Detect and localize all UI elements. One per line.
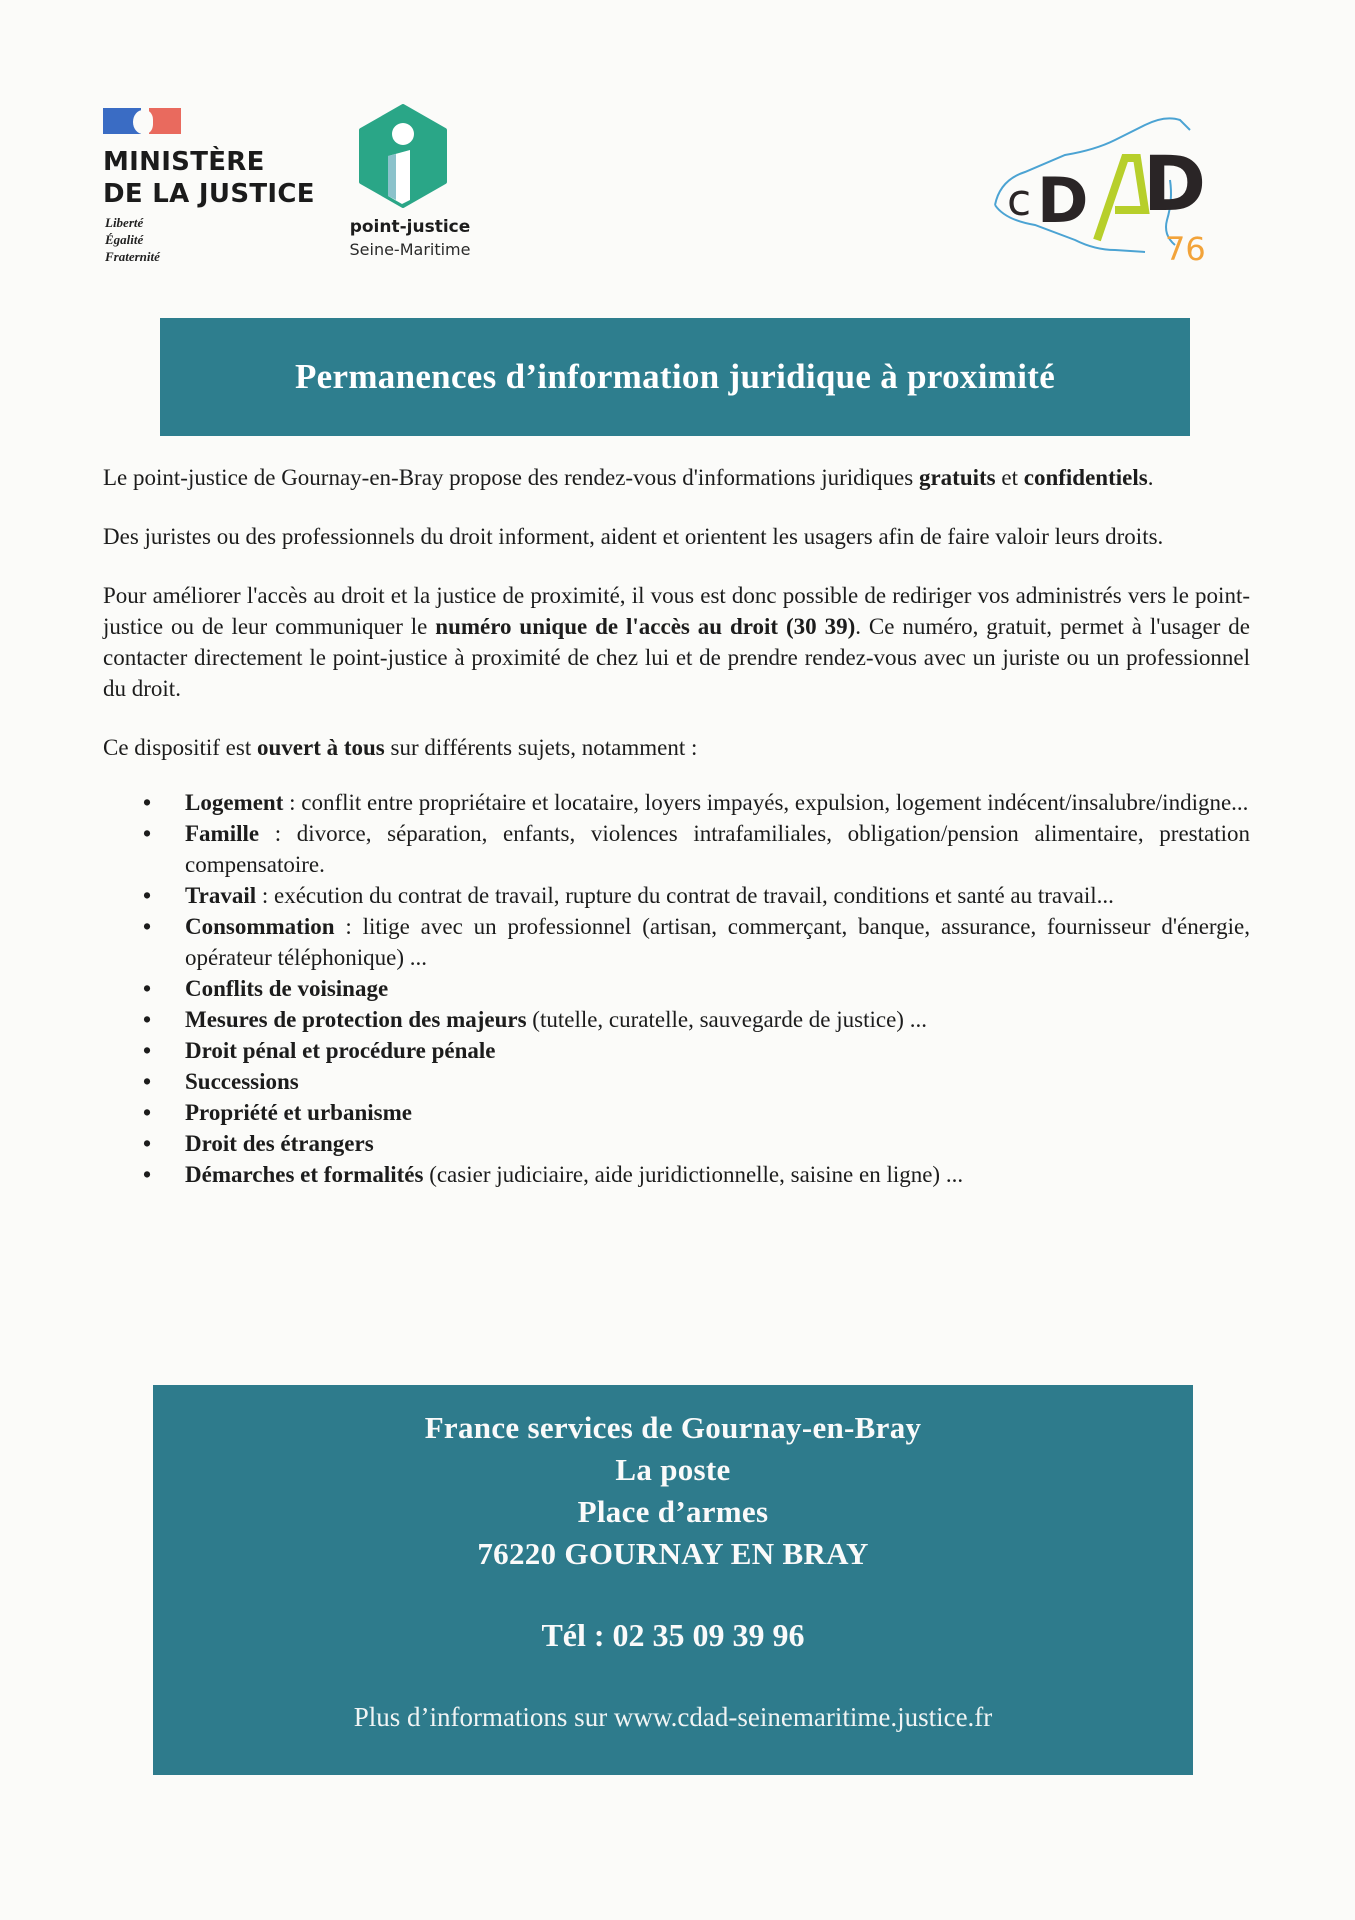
- more-info-link[interactable]: Plus d’informations sur www.cdad-seinemaritime.justice.fr: [353, 1702, 993, 1732]
- bullet-icon: •: [143, 1007, 152, 1032]
- bullet-icon: •: [143, 1069, 152, 1094]
- dispositif-text: Ce dispositif est: [103, 735, 257, 760]
- topic-item-protection-majeurs: [103, 1004, 1250, 1035]
- topic-detail: : divorce, séparation, enfants, violences intrafamiliales, obligation/pension alimentaire, prestation compensatoire.: [185, 821, 1250, 877]
- address-line-france-services: France services de Gournay-en-Bray: [424, 1410, 922, 1445]
- topic-title: Mesures de protection des majeurs: [185, 1007, 527, 1032]
- marianne-flag-icon: [103, 108, 181, 134]
- cdad-letter-d2: D: [1143, 139, 1207, 228]
- republic-motto: [105, 214, 160, 265]
- topic-item-logement: [103, 787, 1250, 818]
- acces-text: Pour améliorer l'accès au droit et la justice de proximité, il vous est donc possible de rediriger vos administrés vers le point-justice ou de leur communiquer le: [103, 583, 1250, 639]
- topic-title: Conflits de voisinage: [185, 976, 389, 1001]
- acces-text-end: . Ce numéro, gratuit, permet à l'usager de contacter directement le point-justice à proximité de chez lui et de prendre rendez-vous avec un juriste ou un professionnel du droit.: [103, 614, 1250, 701]
- topic-item-travail: [103, 880, 1250, 911]
- contact-box-content: [153, 1385, 1193, 1735]
- motto-liberte: Liberté: [105, 215, 144, 230]
- cdad-logo-graphic: [985, 110, 1235, 270]
- topic-item-propriete: [103, 1097, 1250, 1128]
- paragraph-juristes: Des juristes ou des professionnels du droit informent, aident et orientent les usagers afin de faire valoir leurs droits.: [103, 524, 1164, 549]
- topic-item-successions: [103, 1066, 1250, 1097]
- topic-item-famille: [103, 818, 1250, 880]
- paragraph-acces-droit: [103, 580, 1250, 704]
- ouvert-a-tous: ouvert à tous: [256, 735, 385, 760]
- bullet-icon: •: [143, 790, 152, 815]
- ministere-name-line2: DE LA JUSTICE: [103, 179, 315, 209]
- topic-item-droit-penal: [103, 1035, 1250, 1066]
- paragraph-dispositif: [103, 732, 1250, 763]
- topic-detail: (tutelle, curatelle, sauvegarde de justice) ...: [526, 1007, 927, 1032]
- topic-title: Démarches et formalités: [185, 1162, 424, 1187]
- point-justice-region: Seine-Maritime: [349, 240, 471, 259]
- topic-title: Successions: [185, 1069, 299, 1094]
- intro-text: Le point-justice de Gournay-en-Bray propose des rendez-vous d'informations juridiques: [103, 465, 919, 490]
- intro-bold-gratuits: gratuits: [918, 465, 996, 490]
- topic-detail: : litige avec un professionnel (artisan, commerçant, banque, assurance, fournisseur d'énergie, opérateur téléphonique) ...: [185, 914, 1250, 970]
- topic-detail: : exécution du contrat de travail, rupture du contrat de travail, conditions et santé au travail...: [256, 883, 1114, 908]
- ministere-name: [103, 146, 315, 210]
- topic-title: Travail: [185, 883, 257, 908]
- cdad-number: 76: [1165, 230, 1206, 268]
- topic-item-consommation: [103, 911, 1250, 973]
- topic-title: Logement: [185, 790, 284, 815]
- paragraph-intro: [103, 462, 1250, 493]
- intro-text-mid: et: [995, 465, 1024, 490]
- bullet-icon: •: [143, 976, 152, 1001]
- intro-text-end: .: [1147, 465, 1154, 490]
- motto-fraternite: Fraternité: [105, 249, 160, 264]
- bullet-icon: •: [143, 1038, 152, 1063]
- topic-list: [103, 787, 1250, 1190]
- point-justice-logo: [330, 100, 490, 270]
- bullet-icon: •: [143, 883, 152, 908]
- body-text: [103, 462, 1250, 763]
- dispositif-text-end: sur différents sujets, notamment :: [384, 735, 698, 760]
- numero-unique: numéro unique de l'accès au droit (30 39): [435, 614, 856, 639]
- cdad-76-logo: [985, 110, 1235, 270]
- bullet-icon: •: [143, 1162, 152, 1187]
- ministere-justice-logo: [103, 108, 333, 278]
- bullet-icon: •: [143, 1131, 152, 1156]
- page-title: Permanences d’information juridique à proximité: [294, 357, 1056, 396]
- address-line-street: Place d’armes: [577, 1494, 769, 1529]
- topic-title: Famille: [185, 821, 260, 846]
- point-justice-info-icon: [358, 104, 448, 208]
- cdad-letter-c: c: [1007, 175, 1032, 226]
- ministere-name-line1: MINISTÈRE: [103, 147, 265, 177]
- topic-item-demarches: [103, 1159, 1250, 1190]
- contact-phone: Tél : 02 35 09 39 96: [541, 1617, 805, 1653]
- topic-detail: (casier judiciaire, aide juridictionnelle, saisine en ligne) ...: [423, 1162, 964, 1187]
- topic-title: Droit des étrangers: [185, 1131, 374, 1156]
- cdad-letter-d1: D: [1037, 164, 1089, 237]
- bullet-icon: •: [143, 821, 152, 846]
- intro-bold-confidentiels: confidentiels: [1023, 465, 1148, 490]
- title-banner: [160, 318, 1190, 436]
- motto-egalite: Égalité: [105, 232, 144, 247]
- point-justice-name: point-justice: [349, 217, 471, 237]
- topic-detail: : conflit entre propriétaire et locataire, loyers impayés, expulsion, logement indécent/insalubre/indigne...: [283, 790, 1249, 815]
- topic-title: Propriété et urbanisme: [185, 1100, 412, 1125]
- address-line-city: 76220 GOURNAY EN BRAY: [477, 1536, 869, 1571]
- cdad-letter-a: [1097, 158, 1145, 240]
- topic-item-etrangers: [103, 1128, 1250, 1159]
- topic-title: Droit pénal et procédure pénale: [185, 1038, 496, 1063]
- bullet-icon: •: [143, 1100, 152, 1125]
- topic-title: Consommation: [185, 914, 335, 939]
- topic-item-voisinage: [103, 973, 1250, 1004]
- bullet-icon: •: [143, 914, 152, 939]
- main-column: [103, 462, 1250, 1190]
- contact-box: [153, 1385, 1193, 1775]
- address-line-la-poste: La poste: [615, 1452, 731, 1487]
